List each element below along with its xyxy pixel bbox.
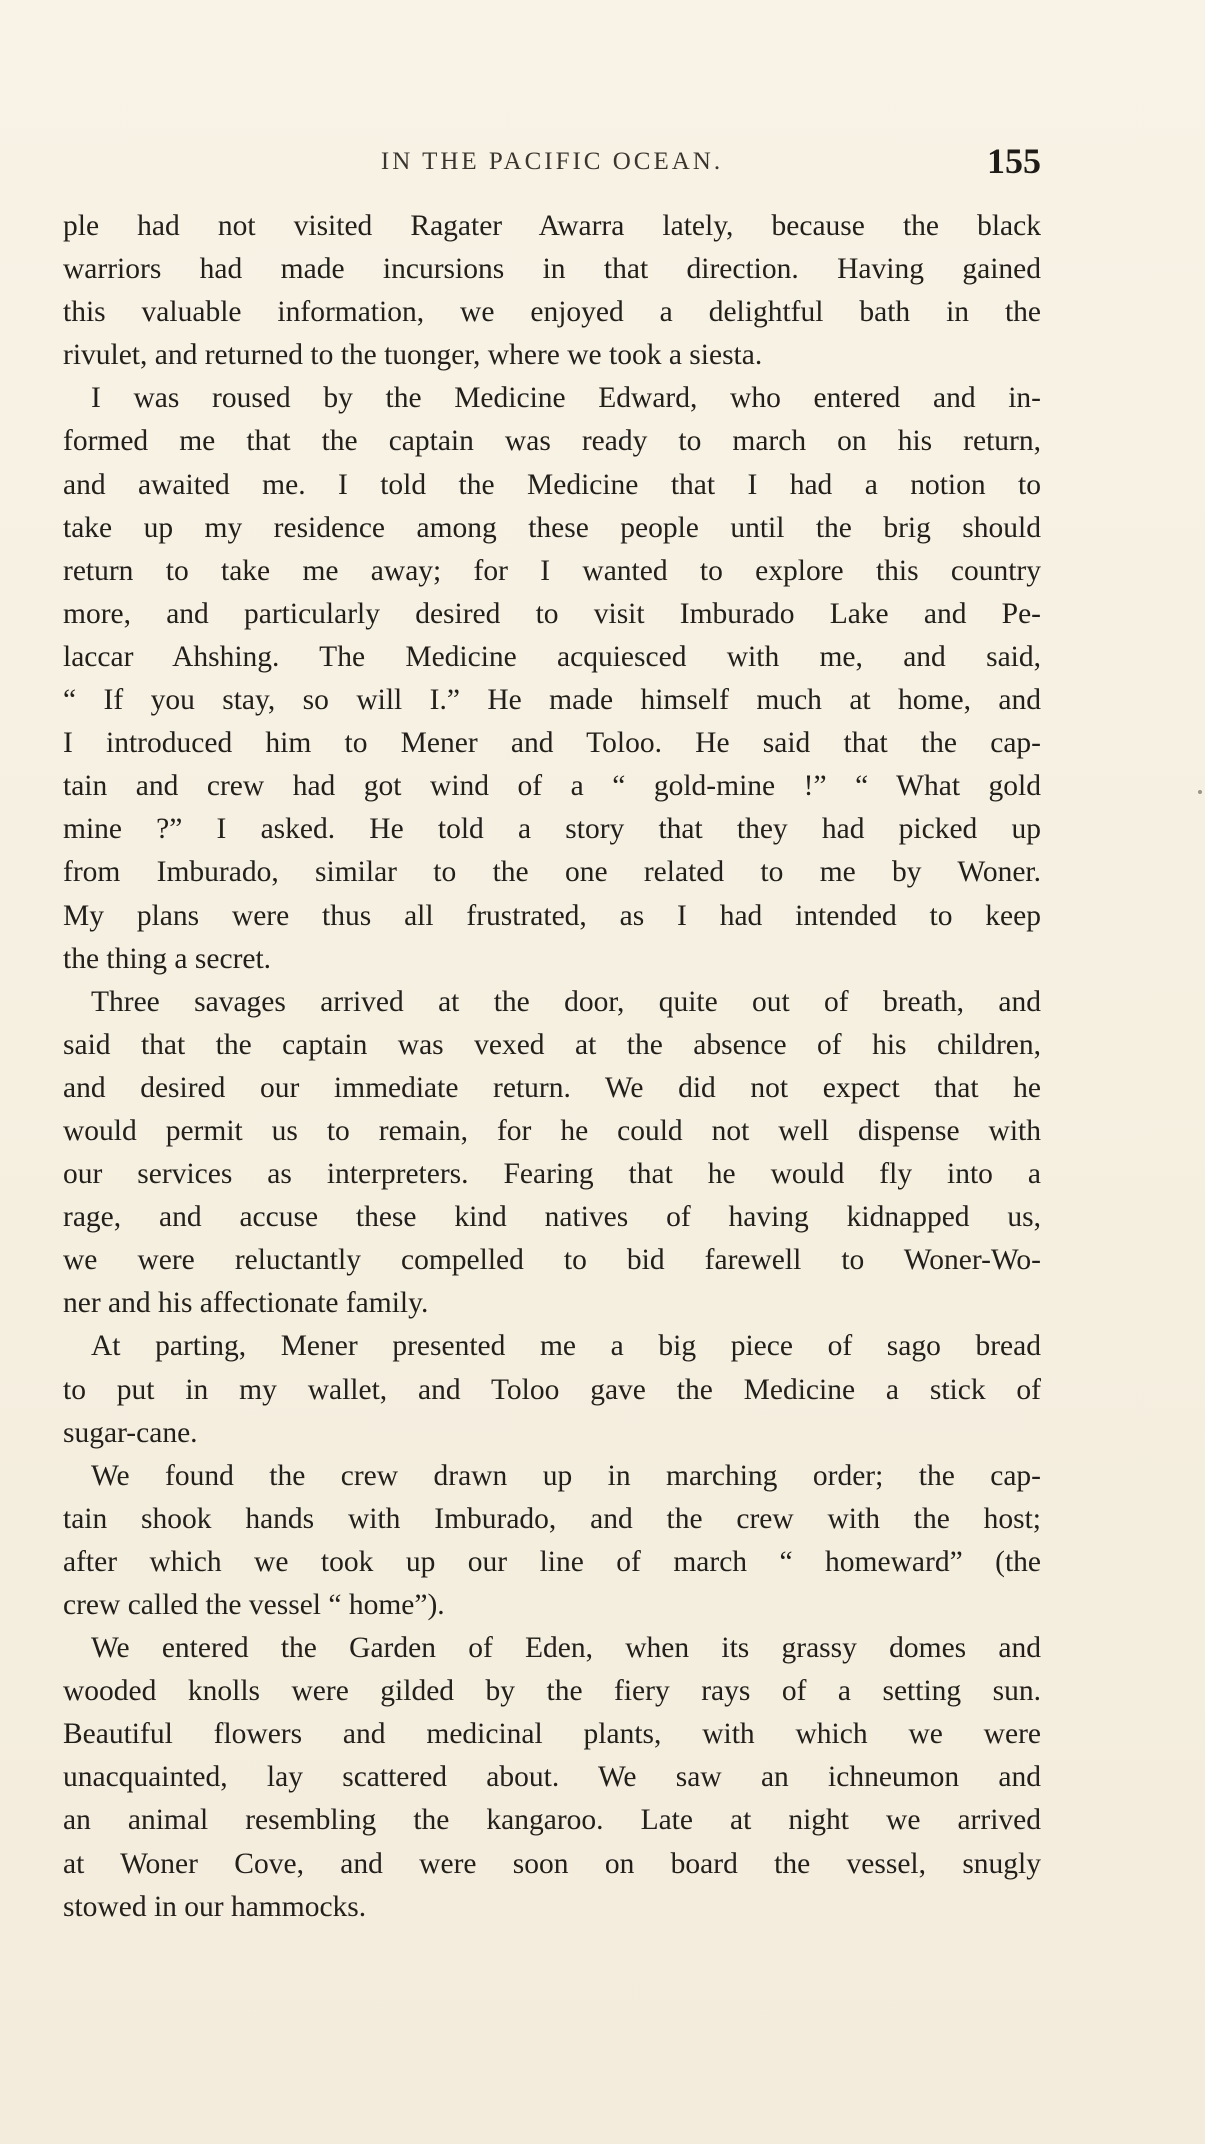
text-line: stowed in our hammocks. [63,1890,367,1923]
text-line: We found the crew drawn up in marching order; the cap- [91,1459,1041,1492]
text-line: we were reluctantly compelled to bid farewell to Woner-Wo- [63,1244,1041,1277]
text-line: rivulet, and returned to the tuonger, where we took a siesta. [63,339,763,372]
text-line: I introduced him to Mener and Toloo. He said that the cap- [63,727,1041,760]
text-line: and awaited me. I told the Medicine that I had a notion to [63,468,1041,501]
text-line: At parting, Mener presented me a big piece of sago bread [91,1330,1041,1363]
text-line: Three savages arrived at the door, quite out of breath, and [91,985,1041,1018]
text-line: sugar-cane. [63,1416,198,1449]
text-line: unacquainted, lay scattered about. We saw an ichneumon and [63,1761,1041,1794]
text-line: ner and his affectionate family. [63,1287,429,1320]
text-line: My plans were thus all frustrated, as I had intended to keep [63,899,1041,932]
text-line: ple had not visited Ragater Awarra lately, because the black [63,210,1041,242]
text-line: tain shook hands with Imburado, and the crew with the host; [63,1502,1041,1535]
text-line: “ If you stay, so will I.” He made himself much at home, and [63,684,1041,717]
text-line: more, and particularly desired to visit Imburado Lake and Pe- [63,597,1041,630]
text-line: laccar Ahshing. The Medicine acquiesced with me, and said, [63,640,1041,673]
text-line: from Imburado, similar to the one related to me by Woner. [63,856,1041,889]
text-line: to put in my wallet, and Toloo gave the Medicine a stick of [63,1373,1041,1406]
text-line: after which we took up our line of march “ homeward” (the [63,1545,1041,1578]
text-line: I was roused by the Medicine Edward, who entered and in- [91,382,1041,415]
text-line: at Woner Cove, and were soon on board the vessel, snugly [63,1847,1041,1880]
text-line: would permit us to remain, for he could not well dispense with [63,1114,1041,1147]
text-line: the thing a secret. [63,942,272,975]
text-line: return to take me away; for I wanted to explore this country [63,554,1041,587]
text-line: an animal resembling the kangaroo. Late at night we arrived [63,1804,1041,1837]
text-line: said that the captain was vexed at the absence of his children, [63,1028,1041,1061]
text-line: this valuable information, we enjoyed a delightful bath in the [63,296,1041,329]
text-line: crew called the vessel “ home”). [63,1589,445,1621]
text-line: rage, and accuse these kind natives of having kidnapped us, [63,1201,1041,1234]
text-line: Beautiful flowers and medicinal plants, with which we were [63,1718,1041,1751]
text-line: take up my residence among these people until the brig should [63,511,1041,544]
running-title: IN THE PACIFIC OCEAN. [380,148,724,175]
text-line: We entered the Garden of Eden, when its grassy domes and [91,1632,1041,1665]
text-line: wooded knolls were gilded by the fiery rays of a setting sun. [63,1675,1041,1708]
page-number: 155 [987,141,1041,181]
body-text [63,205,1041,1929]
text-line: formed me that the captain was ready to march on his return, [63,425,1041,458]
text-line: mine ?” I asked. He told a story that they had picked up [63,813,1041,846]
text-line: and desired our immediate return. We did not expect that he [63,1071,1041,1104]
margin-speck [1198,790,1202,794]
text-line: tain and crew had got wind of a “ gold-mine !” “ What gold [63,770,1041,803]
text-line: our services as interpreters. Fearing that he would fly into a [63,1158,1041,1191]
text-line: warriors had made incursions in that direction. Having gained [63,253,1041,286]
running-head [63,140,1041,184]
